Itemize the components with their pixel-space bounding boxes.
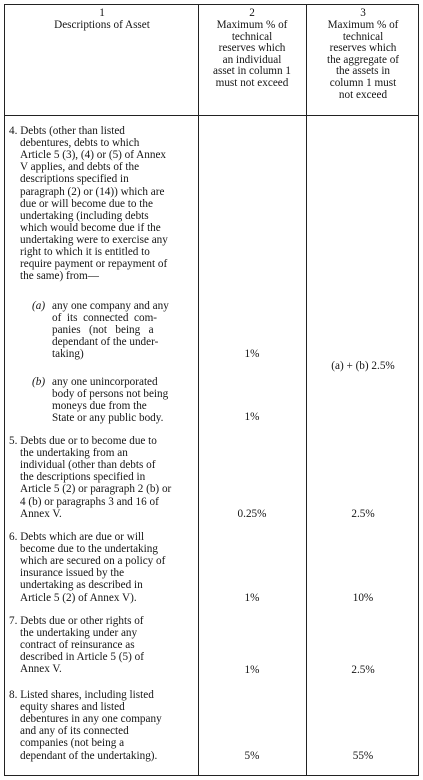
col2-heading-line: must not exceed [215, 77, 289, 89]
column-divider-2 [306, 4, 307, 776]
col2-heading-line: technical [231, 30, 273, 43]
row8-text-line: 8. Listed shares, including listed [9, 689, 154, 701]
row4a-individual-max: 1% [244, 348, 260, 360]
row4b-text-line: any one unincorporated [52, 376, 158, 388]
row7-aggregate-max: 2.5% [351, 664, 375, 676]
row4-aggregate-max: (a) + (b) 2.5% [331, 360, 395, 372]
row4a-label: (a) [32, 300, 46, 312]
row6-text-line: become due to the undertaking [20, 543, 158, 556]
row4-text-line: undertaking were to exercise any [20, 233, 168, 246]
row4a-text-line: any one company and any [52, 300, 169, 312]
row8-text-line: debentures in any one company [20, 713, 162, 726]
row4-text-line: due or will become due to the [20, 197, 153, 210]
row4b-text-line: State or any public body. [52, 412, 164, 425]
row4-text-line: 4. Debts (other than listed [9, 125, 125, 137]
row4-text-line: right to which it is entitled to [20, 246, 150, 258]
row5-text-line: individual (other than debts of [20, 459, 156, 472]
row4b-text-line: body of persons not being [52, 388, 169, 401]
row4-text-line: Article 5 (3), (4) or (5) of Annex [20, 149, 167, 162]
col2-heading-line: reserves which [218, 42, 286, 55]
col2-number: 2 [249, 7, 255, 19]
row6-individual-max: 1% [244, 592, 260, 604]
row4-text-line: which would become due if the [20, 221, 161, 234]
row6-text-line: insurance issued by the [20, 567, 125, 580]
row4-text-line: require payment or repayment of [20, 258, 168, 271]
col3-heading-line: the aggregate of [326, 53, 400, 66]
row8-text-line: companies (not being a [20, 737, 125, 750]
row8-individual-max: 5% [244, 750, 260, 762]
header-rule [4, 115, 419, 116]
row8-aggregate-max: 55% [352, 750, 374, 762]
row6-text-line: 6. Debts which are due or will [9, 531, 145, 543]
col3-heading-line: Maximum % of [327, 19, 399, 31]
col3-heading-line: the assets in [335, 65, 391, 78]
col1-number: 1 [99, 7, 105, 19]
row5-text-line: Annex V. [20, 507, 62, 520]
row4-text-line: undertaking (including debts [20, 209, 149, 222]
row6-text-line: Article 5 (2) of Annex V). [20, 591, 137, 604]
row5-text-line: 4 (b) or paragraphs 3 and 16 of [20, 495, 159, 508]
column-divider-1 [198, 4, 199, 776]
row5-text-line: the descriptions specified in [20, 471, 146, 484]
row4-text-line: debentures, debts to which [20, 137, 140, 150]
row7-text-line: Annex V. [20, 663, 62, 676]
row8-text-line: equity shares and listed [20, 701, 125, 714]
row7-text-line: contract of reinsurance as [20, 639, 135, 652]
row4a-text-line: of its connected com- [52, 312, 158, 325]
row7-individual-max: 1% [244, 664, 260, 676]
col2-heading-line: an individual [222, 53, 282, 66]
col3-number: 3 [360, 7, 366, 19]
row5-individual-max: 0.25% [237, 508, 267, 520]
row4b-individual-max: 1% [244, 411, 260, 423]
row4b-text-line: moneys due from the [52, 400, 147, 413]
row7-text-line: 7. Debts due or other rights of [9, 615, 144, 627]
row7-text-line: the undertaking under any [20, 627, 138, 640]
row4a-text-line: dependant of the under- [52, 336, 159, 349]
row7-text-line: described in Article 5 (5) of [20, 651, 144, 664]
col2-heading-line: asset in column 1 [213, 65, 291, 78]
row8-text-line: dependant of the undertaking). [20, 749, 158, 762]
row5-text-line: the undertaking from an [20, 447, 128, 460]
row5-text-line: 5. Debts due or to become due to [9, 435, 157, 447]
row4-text-line: descriptions specified in [20, 173, 129, 186]
row6-text-line: undertaking as described in [20, 579, 143, 592]
row4-text-line: paragraph (2) or (14)) which are [20, 185, 165, 198]
row4-text-line: V applies, and debts of the [20, 161, 140, 174]
row5-text-line: Article 5 (2) or paragraph 2 (b) or [20, 483, 172, 496]
col3-heading-line: not exceed [338, 88, 388, 101]
row6-text-line: which are secured on a policy of [20, 555, 166, 568]
col1-heading: Descriptions of Asset [54, 19, 150, 31]
col3-heading-line: reserves which [329, 42, 397, 55]
row4a-text-line: panies (not being a [52, 324, 154, 337]
col2-heading-line: Maximum % of [216, 19, 288, 31]
row6-aggregate-max: 10% [352, 592, 374, 604]
col3-heading-line: technical [342, 30, 384, 43]
row5-aggregate-max: 2.5% [351, 508, 375, 520]
row4b-label: (b) [32, 376, 46, 388]
row4-text-line: the same) from— [20, 270, 99, 283]
row4a-text-line: taking) [52, 348, 84, 361]
row8-text-line: and any of its connected [20, 725, 129, 738]
col3-heading-line: column 1 must [329, 77, 397, 89]
